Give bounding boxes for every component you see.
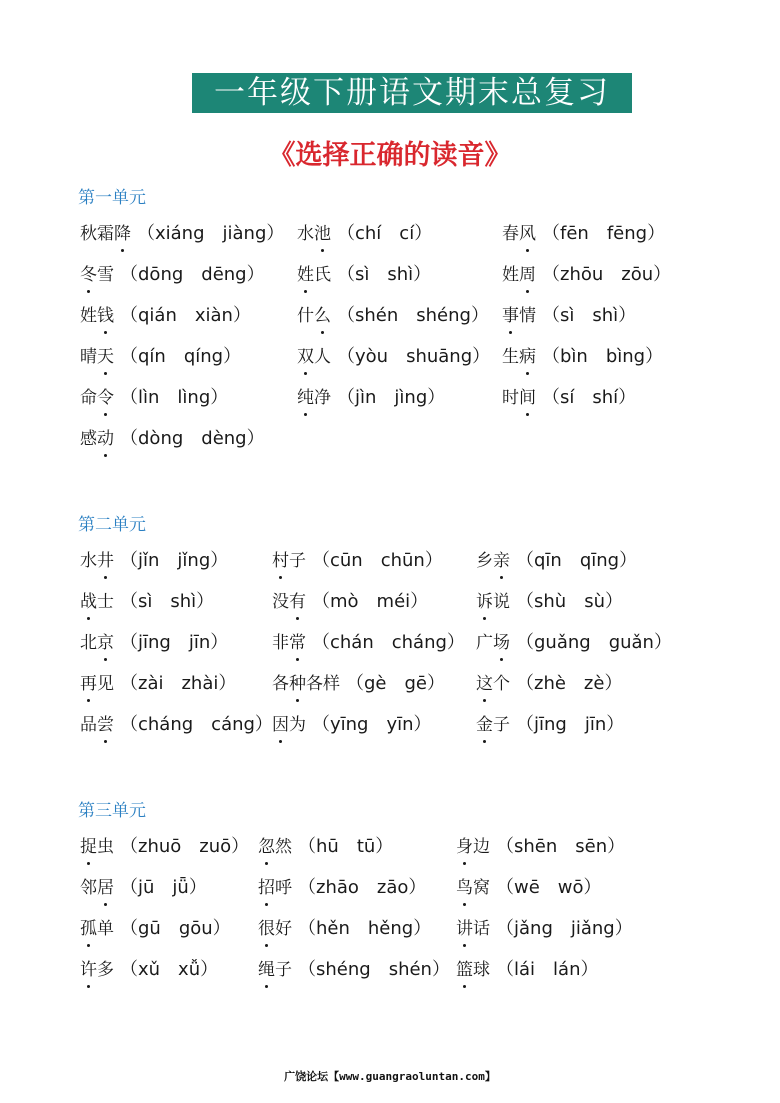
emphasis-dot	[500, 576, 503, 579]
exercise-item	[80, 303, 251, 329]
pinyin-options: （fēn fēng）	[542, 223, 666, 244]
emphasis-dot	[321, 331, 324, 334]
word-text: 战士	[80, 589, 114, 615]
exercise-row	[80, 834, 760, 864]
word-text: 因为	[272, 712, 306, 738]
emphasis-dot	[104, 372, 107, 375]
pinyin-options: （jīng jīn）	[516, 714, 625, 735]
pinyin-options: （shén shéng）	[337, 305, 489, 326]
pinyin-options: （gū gōu）	[120, 918, 231, 939]
word-text: 纯净	[297, 385, 331, 411]
exercise-item	[258, 875, 426, 901]
pinyin-options: （wē wō）	[496, 877, 602, 898]
emphasis-dot	[296, 617, 299, 620]
pinyin-options: （sí shí）	[542, 387, 637, 408]
exercise-item	[297, 262, 431, 288]
emphasis-dot	[509, 331, 512, 334]
pinyin-options: （qián xiàn）	[120, 305, 251, 326]
emphasis-dot	[87, 944, 90, 947]
pinyin-options: （chán cháng）	[312, 632, 465, 653]
pinyin-options: （jǐn jǐng）	[120, 550, 229, 571]
emphasis-dot	[304, 290, 307, 293]
word-text: 感动	[80, 426, 114, 452]
pinyin-options: （zhāo zāo）	[298, 877, 427, 898]
emphasis-dot	[483, 740, 486, 743]
word-text: 双人	[297, 344, 331, 370]
emphasis-dot	[463, 944, 466, 947]
word-text: 身边	[456, 834, 490, 860]
word-text: 什么	[297, 303, 331, 329]
exercise-row	[80, 916, 760, 946]
exercise-item	[456, 916, 633, 942]
exercise-item	[80, 426, 265, 452]
exercise-item	[297, 344, 490, 370]
pinyin-options: （guǎng guǎn）	[516, 632, 672, 653]
emphasis-dot	[321, 249, 324, 252]
exercise-item	[502, 385, 636, 411]
word-text: 春风	[502, 221, 536, 247]
word-text: 姓钱	[80, 303, 114, 329]
word-text: 品尝	[80, 712, 114, 738]
exercise-item	[456, 875, 602, 901]
pinyin-options: （zhuō zuō）	[120, 836, 250, 857]
pinyin-options: （sì shì）	[337, 264, 432, 285]
word-text: 没有	[272, 589, 306, 615]
word-text: 鸟窝	[456, 875, 490, 901]
word-text: 各种各样	[272, 671, 340, 697]
word-text: 冬雪	[80, 262, 114, 288]
pinyin-options: （dòng dèng）	[120, 428, 265, 449]
exercise-row	[80, 712, 760, 742]
word-text: 这个	[476, 671, 510, 697]
emphasis-dot	[526, 249, 529, 252]
exercise-row	[80, 385, 760, 415]
exercise-item	[476, 712, 624, 738]
word-text: 绳子	[258, 957, 292, 983]
exercise-row	[80, 221, 760, 251]
emphasis-dot	[463, 862, 466, 865]
word-text: 事情	[502, 303, 536, 329]
emphasis-dot	[304, 413, 307, 416]
emphasis-dot	[526, 290, 529, 293]
word-text: 忽然	[258, 834, 292, 860]
word-text: 时间	[502, 385, 536, 411]
unit-title: 第二单元	[78, 515, 146, 535]
exercise-item	[80, 834, 249, 860]
emphasis-dot	[104, 576, 107, 579]
emphasis-dot	[87, 290, 90, 293]
exercise-item	[258, 834, 393, 860]
pinyin-options: （zhōu zōu）	[542, 264, 672, 285]
page-subtitle: 《选择正确的读音》	[268, 140, 512, 171]
word-text: 招呼	[258, 875, 292, 901]
pinyin-options: （lái lán）	[496, 959, 599, 980]
unit-title: 第三单元	[78, 801, 146, 821]
emphasis-dot	[87, 617, 90, 620]
exercise-item	[502, 262, 671, 288]
exercise-item	[80, 548, 228, 574]
pinyin-options: （gè gē）	[346, 673, 445, 694]
emphasis-dot	[500, 658, 503, 661]
word-text: 村子	[272, 548, 306, 574]
emphasis-dot	[304, 372, 307, 375]
exercise-item	[80, 630, 228, 656]
exercise-row	[80, 875, 760, 905]
exercise-item	[80, 875, 207, 901]
exercise-row	[80, 426, 760, 456]
emphasis-dot	[104, 740, 107, 743]
exercise-row	[80, 671, 760, 701]
word-text: 讲话	[456, 916, 490, 942]
exercise-item	[502, 303, 636, 329]
emphasis-dot	[121, 249, 124, 252]
exercise-item	[476, 671, 622, 697]
emphasis-dot	[104, 454, 107, 457]
exercise-item	[272, 589, 428, 615]
emphasis-dot	[104, 413, 107, 416]
pinyin-options: （jìn jìng）	[337, 387, 446, 408]
exercise-item	[297, 385, 445, 411]
pinyin-options: （shēn sēn）	[496, 836, 626, 857]
word-text: 广场	[476, 630, 510, 656]
emphasis-dot	[483, 699, 486, 702]
emphasis-dot	[104, 331, 107, 334]
emphasis-dot	[483, 617, 486, 620]
word-text: 秋霜降	[80, 221, 131, 247]
emphasis-dot	[279, 576, 282, 579]
exercise-item	[476, 589, 623, 615]
exercise-row	[80, 589, 760, 619]
pinyin-options: （sì shì）	[120, 591, 215, 612]
exercise-item	[502, 344, 663, 370]
exercise-item	[258, 957, 450, 983]
word-text: 命令	[80, 385, 114, 411]
emphasis-dot	[296, 699, 299, 702]
exercise-item	[476, 630, 672, 656]
page-title: 一年级下册语文期末总复习	[192, 73, 632, 113]
word-text: 邻居	[80, 875, 114, 901]
emphasis-dot	[87, 862, 90, 865]
pinyin-options: （shù sù）	[516, 591, 623, 612]
word-text: 姓氏	[297, 262, 331, 288]
word-text: 水井	[80, 548, 114, 574]
emphasis-dot	[526, 413, 529, 416]
pinyin-options: （zhè zè）	[516, 673, 623, 694]
emphasis-dot	[265, 903, 268, 906]
exercise-item	[297, 303, 489, 329]
exercise-item	[502, 221, 665, 247]
exercise-item	[272, 548, 443, 574]
exercise-item	[80, 589, 214, 615]
word-text: 许多	[80, 957, 114, 983]
emphasis-dot	[279, 740, 282, 743]
pinyin-options: （lìn lìng）	[120, 387, 229, 408]
word-text: 姓周	[502, 262, 536, 288]
exercise-item	[456, 957, 598, 983]
exercise-item	[80, 221, 284, 247]
exercise-item	[456, 834, 625, 860]
word-text: 金子	[476, 712, 510, 738]
pinyin-options: （cháng cáng）	[120, 714, 273, 735]
pinyin-options: （jǎng jiǎng）	[496, 918, 633, 939]
pinyin-options: （dōng dēng）	[120, 264, 265, 285]
unit-title: 第一单元	[78, 188, 146, 208]
emphasis-dot	[104, 658, 107, 661]
word-text: 捉虫	[80, 834, 114, 860]
exercise-item	[297, 221, 432, 247]
exercise-row	[80, 303, 760, 333]
exercise-item	[476, 548, 637, 574]
pinyin-options: （yīng yīn）	[312, 714, 432, 735]
pinyin-options: （jīng jīn）	[120, 632, 229, 653]
word-text: 乡亲	[476, 548, 510, 574]
pinyin-options: （mò méi）	[312, 591, 429, 612]
word-text: 篮球	[456, 957, 490, 983]
word-text: 非常	[272, 630, 306, 656]
exercise-item	[80, 262, 265, 288]
word-text: 生病	[502, 344, 536, 370]
exercise-item	[80, 916, 231, 942]
emphasis-dot	[265, 944, 268, 947]
emphasis-dot	[265, 862, 268, 865]
emphasis-dot	[87, 985, 90, 988]
exercise-row	[80, 344, 760, 374]
emphasis-dot	[463, 985, 466, 988]
exercise-row	[80, 957, 760, 987]
pinyin-options: （yòu shuāng）	[337, 346, 491, 367]
pinyin-options: （hū tū）	[298, 836, 394, 857]
exercise-item	[80, 385, 228, 411]
pinyin-options: （bìn bìng）	[542, 346, 664, 367]
exercise-item	[272, 630, 465, 656]
pinyin-options: （hěn hěng）	[298, 918, 432, 939]
pinyin-options: （cūn chūn）	[312, 550, 443, 571]
exercise-item	[80, 671, 236, 697]
pinyin-options: （qín qíng）	[120, 346, 242, 367]
pinyin-options: （xiáng jiàng）	[137, 223, 285, 244]
emphasis-dot	[104, 903, 107, 906]
emphasis-dot	[526, 372, 529, 375]
word-text: 很好	[258, 916, 292, 942]
emphasis-dot	[296, 658, 299, 661]
exercise-item	[80, 712, 273, 738]
exercise-item	[272, 671, 445, 697]
exercise-row	[80, 630, 760, 660]
exercise-item	[272, 712, 432, 738]
word-text: 晴天	[80, 344, 114, 370]
exercise-item	[258, 916, 431, 942]
word-text: 再见	[80, 671, 114, 697]
word-text: 北京	[80, 630, 114, 656]
pinyin-options: （sì shì）	[542, 305, 637, 326]
word-text: 水池	[297, 221, 331, 247]
word-text: 孤单	[80, 916, 114, 942]
emphasis-dot	[463, 903, 466, 906]
pinyin-options: （qīn qīng）	[516, 550, 638, 571]
exercise-row	[80, 548, 760, 578]
emphasis-dot	[265, 985, 268, 988]
pinyin-options: （xǔ xǚ）	[120, 959, 219, 980]
footer-text: 广饶论坛【www.guangraoluntan.com】	[284, 1070, 496, 1083]
pinyin-options: （shéng shén）	[298, 959, 450, 980]
exercise-item	[80, 344, 241, 370]
word-text: 诉说	[476, 589, 510, 615]
pinyin-options: （zài zhài）	[120, 673, 237, 694]
exercise-row	[80, 262, 760, 292]
pinyin-options: （chí cí）	[337, 223, 433, 244]
exercise-item	[80, 957, 218, 983]
emphasis-dot	[87, 699, 90, 702]
pinyin-options: （jū jǖ）	[120, 877, 207, 898]
